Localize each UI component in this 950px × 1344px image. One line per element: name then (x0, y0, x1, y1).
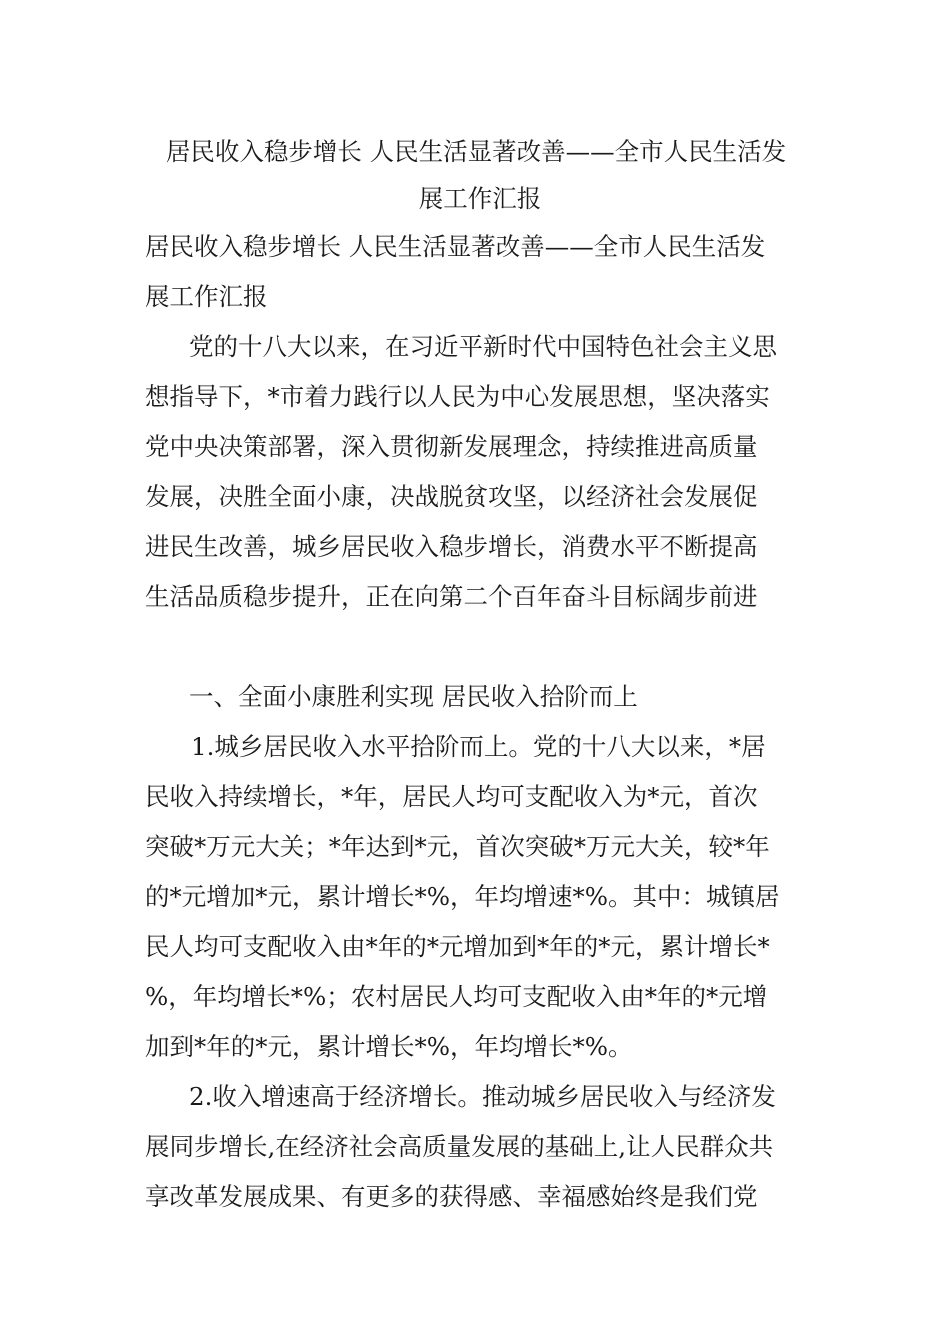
intro-line: 党的十八大以来，在习近平新时代中国特色社会主义思 (189, 332, 777, 361)
paragraph-line: 突破*万元大关；*年达到*元，首次突破*万元大关，较*年 (145, 832, 770, 861)
intro-line: 生活品质稳步提升，正在向第二个百年奋斗目标阔步前进 (145, 582, 758, 611)
intro-line: 进民生改善，城乡居民收入稳步增长，消费水平不断提高 (145, 532, 758, 561)
paragraph-line: 加到*年的*元，累计增长*%，年均增长*%。 (145, 1032, 633, 1061)
document-title-line-1: 居民收入稳步增长 人民生活显著改善——全市人民生活发 (165, 137, 787, 166)
document-title-line-2: 展工作汇报 (418, 184, 542, 213)
paragraph-line: 1.城乡居民收入水平拾阶而上。党的十八大以来，*居 (191, 732, 766, 761)
intro-paragraph (145, 322, 807, 622)
paragraph-2 (145, 1072, 807, 1222)
subtitle-line-1: 居民收入稳步增长 人民生活显著改善——全市人民生活发 (145, 232, 766, 261)
section-heading: 一、全面小康胜利实现 居民收入拾阶而上 (189, 682, 638, 711)
paragraph-line: 的*元增加*元，累计增长*%，年均增速*%。其中：城镇居 (145, 882, 780, 911)
document-page (145, 128, 807, 1222)
paragraph-1 (145, 722, 807, 1072)
intro-line: 想指导下，*市着力践行以人民为中心发展思想，坚决落实 (145, 382, 770, 411)
paragraph-line: 享改革发展成果、有更多的获得感、幸福感始终是我们党 (145, 1182, 758, 1211)
paragraph-line: 民人均可支配收入由*年的*元增加到*年的*元，累计增长* (145, 932, 770, 961)
intro-line: 发展，决胜全面小康，决战脱贫攻坚，以经济社会发展促 (145, 482, 758, 511)
paragraph-line: %，年均增长*%；农村居民人均可支配收入由*年的*元增 (145, 982, 768, 1011)
paragraph-line: 民收入持续增长，*年，居民人均可支配收入为*元，首次 (145, 782, 758, 811)
paragraph-line: 2.收入增速高于经济增长。推动城乡居民收入与经济发 (189, 1082, 776, 1111)
blank-line (145, 622, 807, 672)
intro-line: 党中央决策部署，深入贯彻新发展理念，持续推进高质量 (145, 432, 758, 461)
paragraph-line: 展同步增长,在经济社会高质量发展的基础上,让人民群众共 (145, 1132, 774, 1161)
subtitle-line-2: 展工作汇报 (145, 282, 268, 311)
